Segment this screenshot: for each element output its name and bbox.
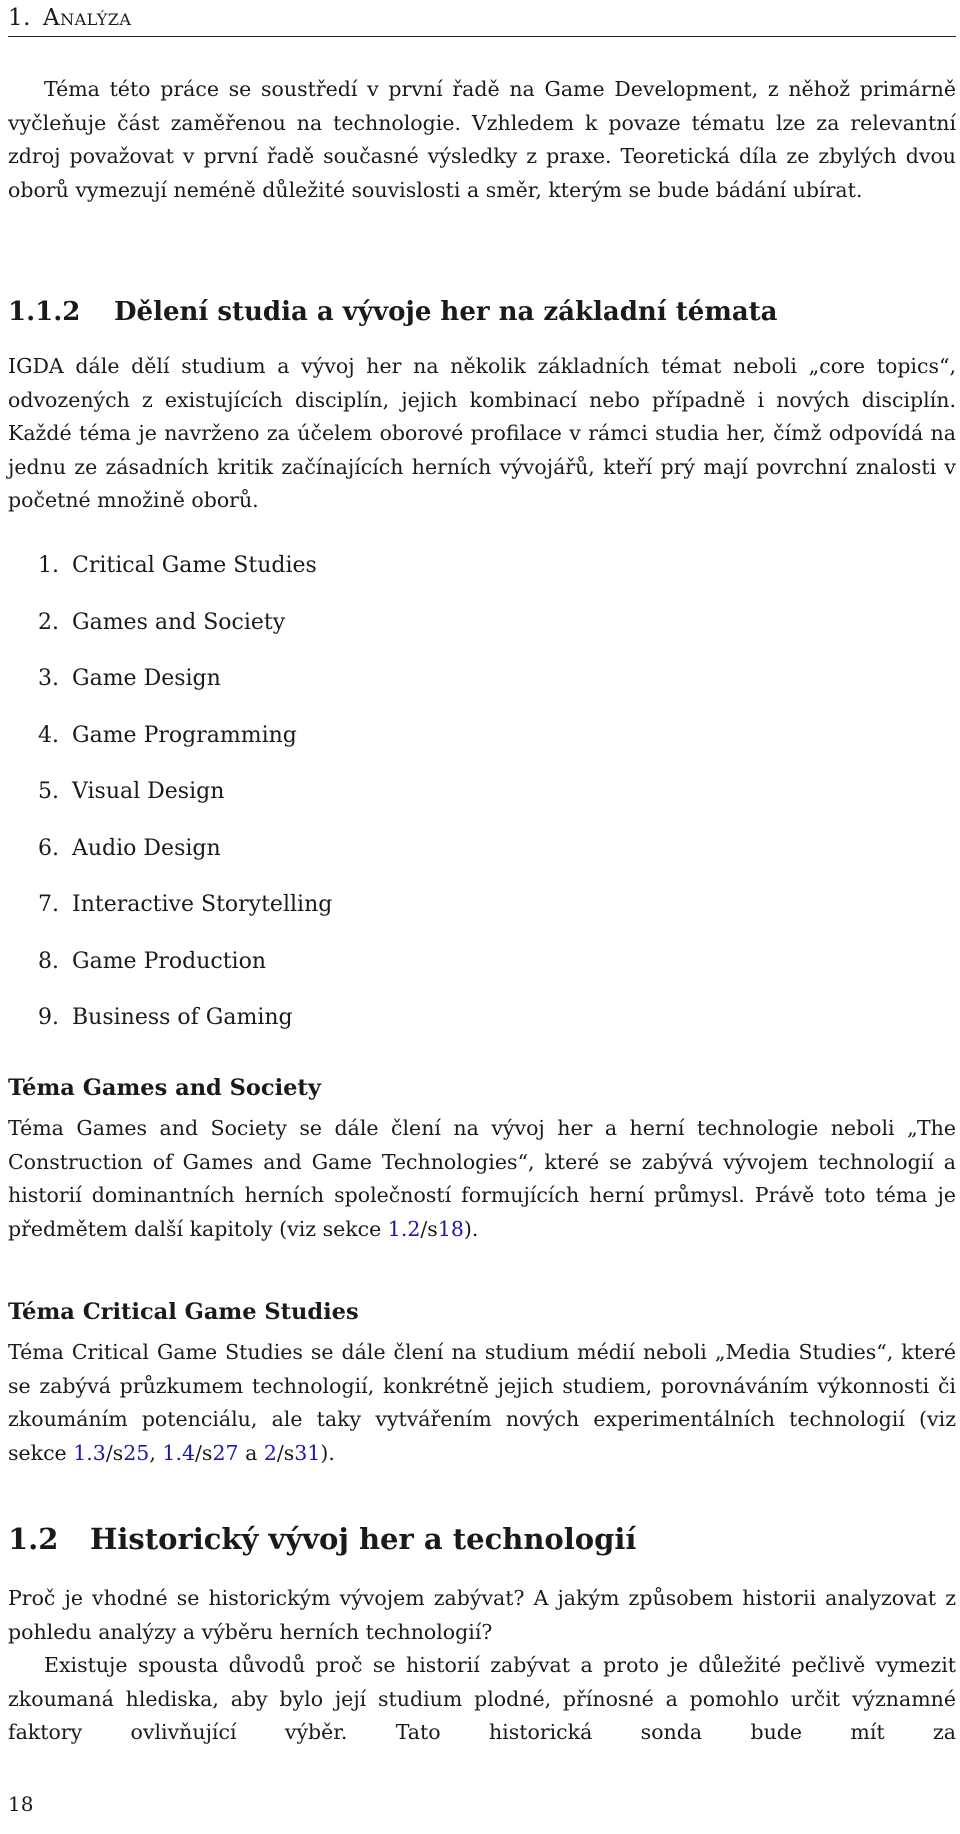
list-item-label: Game Programming <box>72 722 297 748</box>
list-item-number: 7. <box>38 892 59 917</box>
subsection-heading <box>8 292 956 332</box>
list-item <box>38 889 332 946</box>
history-paragraph-2: Existuje spousta důvodů proč se historií zabývat a proto je důležité pečlivě vymezit zkoumaná hlediska, aby bylo její studium plodné, přínosné a pomohlo určit významné faktory ovlivňující výběr. Tato historická sonda bude mít za <box>8 1653 956 1744</box>
intro-paragraph: Téma této práce se soustředí v první řadě na Game Development, z něhož primárně vyčleňuje část zaměřenou na technologie. Vzhledem k povaze tématu lze za relevantní zdroj považovat v první řadě současné výsledky z praxe. Teoretická díla ze zbylých dvou oborů vymezují neméně důležité souvislosti a směr, kterým se bude bádání ubírat. <box>8 77 956 202</box>
ref-separator: /s <box>420 1216 438 1241</box>
ref-separator: /s <box>105 1440 124 1465</box>
chapter-number: 1. <box>8 5 31 31</box>
list-item-number: 5. <box>38 779 59 804</box>
list-item <box>38 776 332 833</box>
ref-list-separator: a <box>238 1440 264 1465</box>
list-item <box>38 946 332 1003</box>
subsection-title: Dělení studia a vývoje her na základní témata <box>114 297 778 327</box>
core-topics-paragraph: IGDA dále dělí studium a vývoj her na několik základních témat neboli „core topics“, odvozených z existujících disciplín, jejich kombinací nebo případně i nových disciplín. Každé téma je navrženo za účelem oborové profilace v rámci studia her, čímž odpovídá na jednu ze zásadních kritik začínajících herních vývojářů, kteří prý mají povrchní znalosti v početné množině oborů. <box>8 354 956 512</box>
list-item-number: 9. <box>38 1005 59 1030</box>
games-society-heading: Téma Games and Society <box>8 1075 321 1101</box>
list-item-label: Game Design <box>72 666 221 691</box>
critical-studies-text: Téma Critical Game Studies se dále člení na studium médií neboli „Media Studies“, které se zabývá průzkumem technologií, konkrétně jejich studiem, porovnáváním výkonnosti či zkoumáním potenciálu, ale taky vytvářením nových experimentálních technologií (viz sekce <box>8 1340 956 1465</box>
document-page <box>8 0 956 1834</box>
list-item-label: Visual Design <box>72 779 225 804</box>
list-item-number: 6. <box>38 835 59 861</box>
games-society-text: Téma Games and Society se dále člení na vývoj her a herní technologie neboli „The Construction of Games and Game Technologies“, které se zabývá vývojem technologií a historií dominantních herních společností formujících herní průmysl. Právě toto téma je předmětem další kapitoly (viz sekce <box>8 1116 956 1241</box>
critical-studies-paragraph <box>8 1336 956 1470</box>
list-item-label: Business of Gaming <box>72 1005 293 1030</box>
list-item-number: 1. <box>38 553 59 578</box>
ref-page-link[interactable]: 31 <box>294 1440 321 1465</box>
ref-page-link[interactable]: 27 <box>212 1440 239 1465</box>
list-item <box>38 1002 332 1059</box>
list-item <box>38 607 332 664</box>
running-head <box>8 0 956 37</box>
core-topics-list <box>38 550 332 1059</box>
history-paragraphs <box>8 1582 956 1750</box>
ref-section-link[interactable]: 1.2 <box>387 1216 421 1241</box>
section-title: Historický vývoj her a technologií <box>90 1522 637 1556</box>
list-item <box>38 720 332 777</box>
ref-section-link[interactable]: 2 <box>263 1440 277 1465</box>
ref-section-link[interactable]: 1.4 <box>162 1440 196 1465</box>
list-item-label: Audio Design <box>72 835 221 861</box>
games-society-paragraph <box>8 1112 956 1246</box>
section-heading <box>8 1518 956 1560</box>
chapter-title: Analýza <box>42 5 132 31</box>
list-item-label: Games and Society <box>72 609 286 635</box>
list-item-label: Interactive Storytelling <box>72 892 333 917</box>
history-paragraph-1: Proč je vhodné se historickým vývojem zabývat? A jakým způsobem historii analyzovat z pohledu analýzy a výběru herních technologií? <box>8 1586 956 1644</box>
games-society-text-end: ). <box>463 1216 479 1241</box>
critical-studies-text-end: ). <box>320 1440 335 1465</box>
critical-studies-heading: Téma Critical Game Studies <box>8 1299 359 1325</box>
page-number: 18 <box>8 1792 34 1816</box>
list-item-label: Critical Game Studies <box>72 553 317 578</box>
ref-section-link[interactable]: 1.3 <box>73 1440 106 1465</box>
list-item-number: 8. <box>38 948 59 974</box>
list-item <box>38 550 332 607</box>
subsection-number: 1.1.2 <box>8 297 81 327</box>
list-item <box>38 663 332 720</box>
ref-page-link[interactable]: 18 <box>437 1216 464 1241</box>
list-item-label: Game Production <box>72 948 266 974</box>
ref-list-separator: , <box>149 1440 163 1465</box>
list-item <box>38 833 332 890</box>
list-item-number: 4. <box>38 722 59 748</box>
ref-page-link[interactable]: 25 <box>123 1440 150 1465</box>
ref-separator: /s <box>276 1440 295 1465</box>
ref-separator: /s <box>195 1440 213 1465</box>
list-item-number: 3. <box>38 666 59 691</box>
list-item-number: 2. <box>38 609 59 635</box>
section-number: 1.2 <box>8 1522 59 1556</box>
